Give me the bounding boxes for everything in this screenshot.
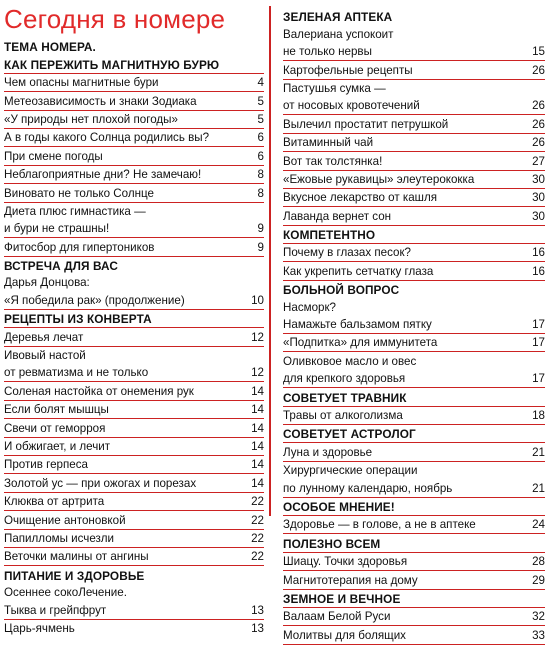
- page-number: 33: [532, 628, 545, 642]
- page-number: 17: [532, 372, 545, 386]
- contents-entry: [4, 493, 264, 511]
- section-heading: [4, 55, 264, 73]
- contents-entry: [283, 207, 545, 225]
- section-heading: [283, 498, 545, 516]
- page-number: 22: [251, 513, 264, 527]
- section-heading-text: ПИТАНИЕ И ЗДОРОВЬЕ: [4, 568, 145, 583]
- contents-entry: [283, 189, 545, 207]
- contents-entry: [283, 608, 545, 626]
- entry-title: «У природы нет плохой погоды»: [4, 112, 178, 126]
- contents-right-column: [283, 8, 545, 645]
- page-number: 30: [532, 209, 545, 223]
- page-number: 14: [251, 476, 264, 490]
- page-number: 26: [532, 63, 545, 77]
- section-heading-text: ВСТРЕЧА ДЛЯ ВАС: [4, 259, 118, 274]
- contents-entry: [283, 352, 545, 369]
- contents-entry: [283, 43, 545, 61]
- page-number: 22: [251, 531, 264, 545]
- contents-entry: [4, 601, 264, 619]
- entry-title: Тыква и грейпфрут: [4, 603, 107, 617]
- entry-title: Пастушья сумка —: [283, 81, 386, 95]
- section-heading: [283, 8, 545, 25]
- page-number: 32: [532, 610, 545, 624]
- page-number: 27: [532, 154, 545, 168]
- page-number: 21: [532, 481, 545, 495]
- entry-title: Насморк?: [283, 300, 337, 314]
- entry-title: не только нервы: [283, 45, 372, 59]
- entry-title: Против герпеса: [4, 458, 88, 472]
- entry-title: «Я победила рак» (продолжение): [4, 293, 185, 307]
- page-number: 9: [257, 240, 264, 254]
- entry-title: Вылечил простатит петрушкой: [283, 117, 449, 131]
- page-number: 30: [532, 172, 545, 186]
- page-number: 9: [257, 222, 264, 236]
- page-number: 18: [532, 408, 545, 422]
- entry-title: Дарья Донцова:: [4, 276, 90, 290]
- contents-entry: [4, 203, 264, 220]
- page-number: 10: [251, 293, 264, 307]
- entry-title: Клюква от артрита: [4, 495, 105, 509]
- contents-entry: [4, 530, 264, 548]
- page-number: 14: [251, 403, 264, 417]
- page-title: Сегодня в номере: [4, 4, 226, 34]
- page-number: 8: [257, 186, 264, 200]
- page-number: 12: [251, 330, 264, 344]
- entry-title: При смене погоды: [4, 149, 103, 163]
- contents-entry: [4, 382, 264, 400]
- contents-entry: [283, 97, 545, 115]
- contents-entry: [4, 364, 264, 382]
- section-heading: [283, 281, 545, 298]
- entry-title: и бури не страшны!: [4, 222, 110, 236]
- page-number: 14: [251, 458, 264, 472]
- contents-entry: [283, 334, 545, 352]
- entry-title: Очищение антоновкой: [4, 513, 126, 527]
- entry-title: Валериана успокоит: [283, 27, 394, 41]
- section-heading: [283, 425, 545, 443]
- page-number: 22: [251, 495, 264, 509]
- entry-title: Шиацу. Точки здоровья: [283, 555, 408, 569]
- page-number: 13: [251, 603, 264, 617]
- contents-entry: [4, 220, 264, 238]
- contents-entry: [4, 347, 264, 364]
- entry-title: «Ежовые рукавицы» элеутерококка: [283, 172, 475, 186]
- page-number: 8: [257, 168, 264, 182]
- section-heading-text: ЗЕМНОЕ И ВЕЧНОЕ: [283, 591, 401, 606]
- contents-entry: [4, 620, 264, 637]
- contents-entry: [283, 61, 545, 79]
- entry-title: Луна и здоровье: [283, 445, 373, 459]
- contents-entry: [283, 171, 545, 189]
- page-number: 16: [532, 264, 545, 278]
- contents-entry: [4, 291, 264, 309]
- contents-entry: [4, 92, 264, 110]
- entry-title: Вкусное лекарство от кашля: [283, 191, 438, 205]
- contents-entry: [283, 80, 545, 97]
- section-heading: [4, 310, 264, 328]
- contents-entry: [4, 548, 264, 566]
- page-number: 6: [257, 149, 264, 163]
- contents-entry: [4, 74, 264, 92]
- entry-title: Лаванда вернет сон: [283, 209, 392, 223]
- column-divider: [269, 6, 271, 516]
- entry-title: по лунному календарю, ноябрь: [283, 481, 453, 495]
- page-number: 30: [532, 191, 545, 205]
- contents-entry: [4, 166, 264, 184]
- entry-title: Молитвы для болящих: [283, 628, 406, 642]
- entry-title: Намажьте бальзамом пятку: [283, 318, 432, 332]
- contents-entry: [4, 328, 264, 346]
- entry-title: Ивовый настой: [4, 349, 86, 363]
- page-number: 14: [251, 384, 264, 398]
- entry-title: Чем опасны магнитные бури: [4, 76, 159, 90]
- entry-title: «Подпитка» для иммунитета: [283, 336, 438, 350]
- section-heading-text: РЕЦЕПТЫ ИЗ КОНВЕРТА: [4, 312, 152, 327]
- contents-entry: [283, 553, 545, 571]
- section-heading: [283, 388, 545, 406]
- contents-entry: [4, 184, 264, 202]
- entry-title: Золотой ус — при ожогах и порезах: [4, 476, 197, 490]
- entry-title: Травы от алкоголизма: [283, 408, 403, 422]
- entry-title: от ревматизма и не только: [4, 366, 149, 380]
- entry-title: Почему в глазах песок?: [283, 246, 411, 260]
- section-heading-text: ОСОБОЕ МНЕНИЕ!: [283, 499, 395, 514]
- entry-title: Диета плюс гимнастика —: [4, 204, 146, 218]
- page-number: 26: [532, 136, 545, 150]
- contents-entry: [283, 571, 545, 589]
- page-number: 5: [257, 112, 264, 126]
- page-number: 21: [532, 445, 545, 459]
- contents-entry: [283, 115, 545, 133]
- contents-left-column: [4, 38, 264, 637]
- entry-title: Картофельные рецепты: [283, 63, 413, 77]
- entry-title: Неблагоприятные дни? Не замечаю!: [4, 168, 202, 182]
- section-heading: [4, 566, 264, 583]
- page-number: 24: [532, 518, 545, 532]
- contents-entry: [283, 134, 545, 152]
- page-number: 14: [251, 439, 264, 453]
- contents-entry: [283, 262, 545, 280]
- section-heading-text: КОМПЕТЕНТНО: [283, 228, 376, 243]
- entry-title: Царь-ячмень: [4, 621, 75, 635]
- section-heading-text: СОВЕТУЕТ ТРАВНИК: [283, 390, 407, 405]
- page-number: 6: [257, 131, 264, 145]
- section-heading: [4, 257, 264, 274]
- contents-entry: [283, 462, 545, 479]
- entry-title: Метеозависимость и знаки Зодиака: [4, 94, 197, 108]
- contents-entry: [4, 238, 264, 256]
- entry-title: Вот так толстянка!: [283, 154, 383, 168]
- page-number: 22: [251, 550, 264, 564]
- entry-title: для крепкого здоровья: [283, 372, 406, 386]
- contents-entry: [283, 407, 545, 425]
- contents-entry: [283, 370, 545, 388]
- section-heading: [283, 590, 545, 608]
- contents-entry: [283, 479, 545, 497]
- section-heading-text: ЗЕЛЕНАЯ АПТЕКА: [283, 10, 393, 25]
- section-heading: [283, 226, 545, 244]
- entry-title: Как укрепить сетчатку глаза: [283, 264, 434, 278]
- entry-title: Хирургические операции: [283, 464, 418, 478]
- entry-title: И обжигает, и лечит: [4, 439, 111, 453]
- page-number: 26: [532, 117, 545, 131]
- page-number: 17: [532, 336, 545, 350]
- page-number: 4: [257, 76, 264, 90]
- page-number: 5: [257, 94, 264, 108]
- section-heading-text: КАК ПЕРЕЖИТЬ МАГНИТНУЮ БУРЮ: [4, 57, 220, 72]
- contents-entry: [283, 316, 545, 334]
- section-heading: [4, 38, 264, 55]
- contents-entry: [283, 516, 545, 534]
- contents-entry: [4, 438, 264, 456]
- entry-title: Соленая настойка от онемения рук: [4, 384, 194, 398]
- entry-title: Оливковое масло и овес: [283, 354, 417, 368]
- contents-entry: [283, 298, 545, 315]
- contents-entry: [4, 456, 264, 474]
- section-heading-text: ТЕМА НОМЕРА.: [4, 40, 96, 55]
- entry-title: Осеннее сокоЛечение.: [4, 586, 127, 600]
- section-heading-text: СОВЕТУЕТ АСТРОЛОГ: [283, 427, 416, 442]
- page-number: 13: [251, 621, 264, 635]
- entry-title: от носовых кровотечений: [283, 99, 420, 113]
- section-heading-text: БОЛЬНОЙ ВОПРОС: [283, 283, 400, 298]
- entry-title: Виновато не только Солнце: [4, 186, 154, 200]
- contents-entry: [4, 274, 264, 291]
- contents-entry: [4, 511, 264, 529]
- contents-entry: [283, 443, 545, 461]
- entry-title: Веточки малины от ангины: [4, 550, 149, 564]
- contents-entry: [4, 401, 264, 419]
- entry-title: А в годы какого Солнца родились вы?: [4, 131, 210, 145]
- entry-title: Витаминный чай: [283, 136, 374, 150]
- page-number: 28: [532, 555, 545, 569]
- page-number: 26: [532, 99, 545, 113]
- page-number: 17: [532, 318, 545, 332]
- contents-entry: [4, 584, 264, 601]
- entry-title: Если болят мышцы: [4, 403, 109, 417]
- page-number: 15: [532, 45, 545, 59]
- entry-title: Здоровье — в голове, а не в аптеке: [283, 518, 476, 532]
- contents-entry: [4, 129, 264, 147]
- page-number: 29: [532, 573, 545, 587]
- entry-title: Валаам Белой Руси: [283, 610, 391, 624]
- contents-entry: [283, 626, 545, 644]
- section-heading-text: ПОЛЕЗНО ВСЕМ: [283, 536, 381, 551]
- contents-entry: [283, 244, 545, 262]
- entry-title: Свечи от геморроя: [4, 421, 106, 435]
- page-number: 16: [532, 246, 545, 260]
- contents-entry: [283, 152, 545, 170]
- page-number: 14: [251, 421, 264, 435]
- entry-title: Фитосбор для гипертоников: [4, 240, 155, 254]
- contents-entry: [4, 111, 264, 129]
- contents-entry: [4, 419, 264, 437]
- contents-entry: [4, 474, 264, 492]
- contents-entry: [283, 25, 545, 42]
- entry-title: Деревья лечат: [4, 330, 84, 344]
- contents-entry: [4, 147, 264, 165]
- entry-title: Магнитотерапия на дому: [283, 573, 418, 587]
- page-number: 12: [251, 366, 264, 380]
- section-heading: [283, 534, 545, 552]
- entry-title: Папилломы исчезли: [4, 531, 114, 545]
